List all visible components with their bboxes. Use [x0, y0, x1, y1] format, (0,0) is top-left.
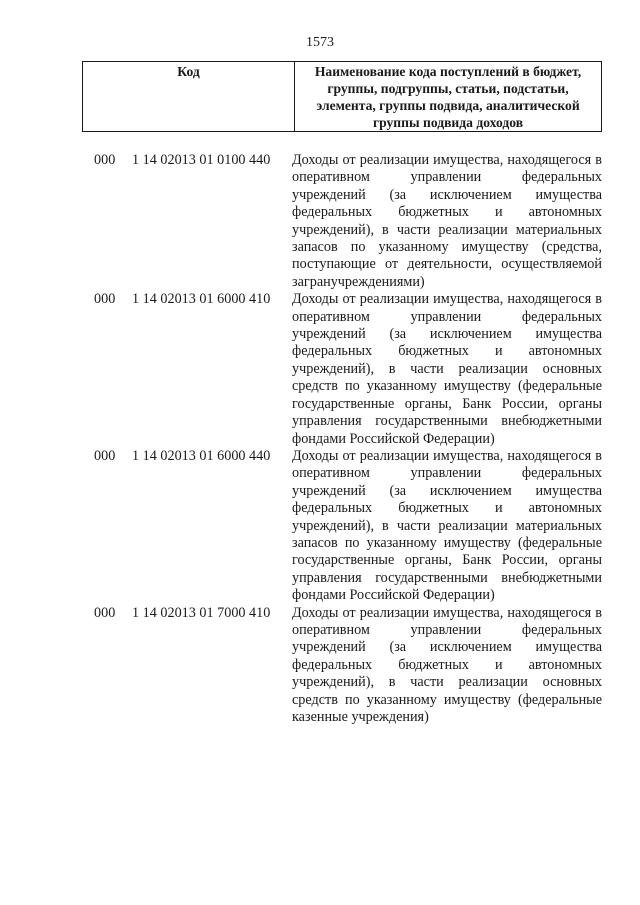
row-revenue-code: 1 14 02013 01 0100 440	[132, 152, 271, 168]
row-admin-code: 000	[94, 447, 116, 464]
row-description: Доходы от реализации имущества, находящегося в оперативном управлении федеральных учреждений (за исключением имущества федеральных бюджетных и автономных учреждений), в части реализации основных средств по указанному имуществу (федеральные казенные учреждения)	[292, 604, 602, 725]
row-revenue-code: 1 14 02013 01 7000 410	[132, 604, 271, 621]
row-admin-code: 000	[94, 604, 116, 621]
table-row	[94, 448, 604, 605]
table-header-row	[83, 62, 602, 132]
row-admin-code: 000	[94, 152, 116, 168]
row-revenue-code: 1 14 02013 01 6000 440	[132, 447, 271, 464]
table-header	[82, 61, 602, 132]
row-description: Доходы от реализации имущества, находящегося в оперативном управлении федеральных учреждений (за исключением имущества федеральных бюджетных и автономных учреждений), в части реализации основных средств по указанному имуществу (федеральные государственные органы, Банк России, органы управления государственными внебюджетными фондами Российской Федерации)	[292, 291, 602, 447]
table-row	[94, 152, 604, 291]
row-description: Доходы от реализации имущества, находящегося в оперативном управлении федеральных учреждений (за исключением имущества федеральных бюджетных и автономных учреждений), в части реализации материальных запасов по указанному имуществу (федеральные государственные органы, Банк России, органы управления государственными внебюджетными фондами Российской Федерации)	[292, 447, 602, 604]
table-body	[94, 152, 604, 726]
column-header-code: Код	[83, 62, 295, 132]
column-header-name: Наименование кода поступлений в бюджет, группы, подгруппы, статьи, подстатьи, элемента, группы подвида, аналитической группы подвида доходов	[295, 62, 602, 132]
table-row	[94, 291, 604, 448]
row-revenue-code: 1 14 02013 01 6000 410	[132, 291, 271, 308]
row-description: Доходы от реализации имущества, находящегося в оперативном управлении федеральных учреждений (за исключением имущества федеральных бюджетных и автономных учреждений), в части реализации материальных запасов по указанному имуществу (средства, поступающие от деятельности, осуществляемой загранучреждениями)	[292, 152, 602, 290]
table-row	[94, 605, 604, 727]
page-number: 1573	[306, 35, 334, 50]
row-admin-code: 000	[94, 291, 116, 308]
